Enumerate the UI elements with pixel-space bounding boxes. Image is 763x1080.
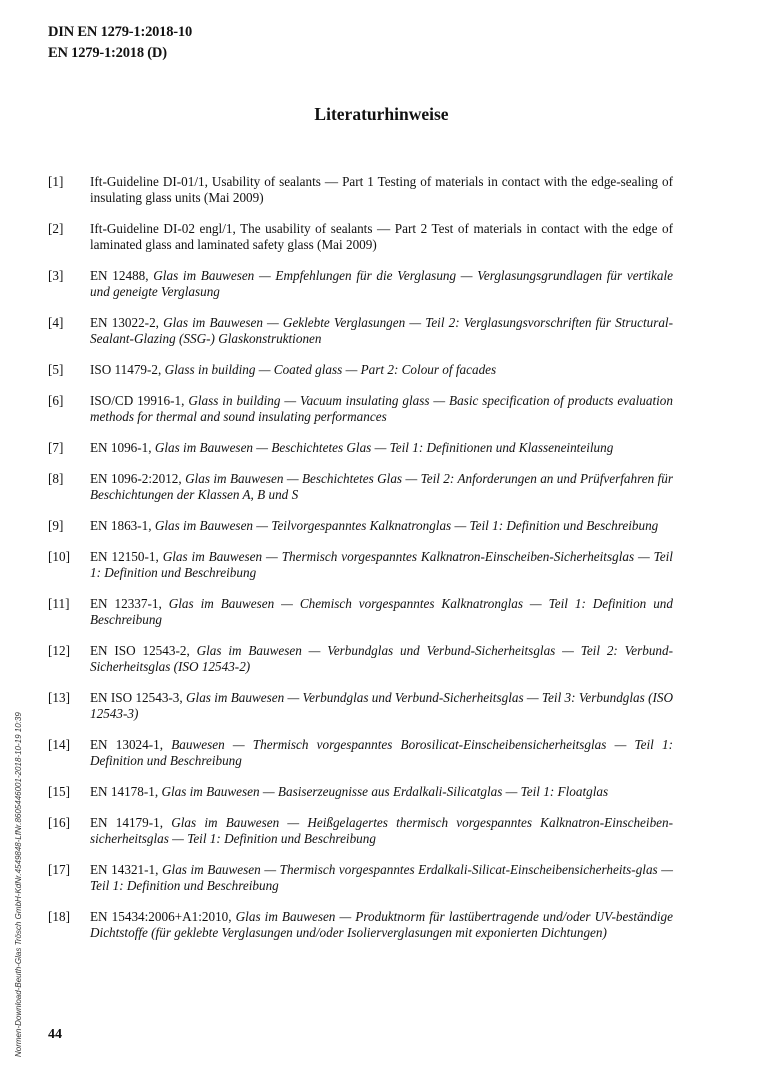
- page-title: Literaturhinweise: [314, 104, 449, 124]
- reference-text: [90, 471, 673, 503]
- reference-title: Glas im Bauwesen — Chemisch vorgespanntes Kalknatronglas — Teil 1: Definition und Beschreibung: [90, 596, 673, 627]
- reference-title: Glas im Bauwesen — Verbundglas und Verbund-Sicherheitsglas — Teil 3: Verbundglas (ISO 12543-3): [90, 690, 673, 721]
- reference-text: [90, 862, 673, 894]
- reference-item: [48, 737, 673, 769]
- reference-title: Glas im Bauwesen — Teilvorgespanntes Kalknatronglas — Teil 1: Definition und Beschreibung: [154, 518, 659, 533]
- reference-item: [48, 690, 673, 722]
- reference-code: ISO/CD 19916-1,: [90, 393, 189, 408]
- reference-number: [5]: [48, 362, 64, 377]
- reference-code: ISO 11479-2,: [90, 362, 165, 377]
- reference-item: [48, 909, 673, 941]
- reference-item: [48, 440, 673, 456]
- reference-number: [4]: [48, 315, 64, 330]
- reference-text: [90, 221, 673, 253]
- reference-title: Bauwesen — Thermisch vorgespanntes Borosilicat-Einscheibensicherheitsglas — Teil 1: Definition und Beschreibung: [90, 737, 673, 768]
- reference-number: [7]: [48, 440, 64, 455]
- reference-title: Glass in building — Coated glass — Part 2: Colour of facades: [164, 362, 497, 377]
- download-watermark: Normen-Download-Beuth-Glas Trösch GmbH-KdNr.4549848-LfNr.8605446001-2018-10-19 10:39: [14, 712, 23, 1057]
- reference-code: Ift-Guideline DI-02 engl/1, The usability of sealants — Part 2 Test of materials in contact with the edge of laminated glass and laminated safety glass (Mai 2009): [90, 221, 673, 252]
- reference-item: [48, 784, 673, 800]
- reference-code: EN 14179-1,: [90, 815, 172, 830]
- reference-number: [13]: [48, 690, 70, 705]
- reference-code: EN 13024-1,: [90, 737, 172, 752]
- reference-text: [90, 690, 673, 722]
- reference-number: [3]: [48, 268, 64, 283]
- reference-code: EN ISO 12543-3,: [90, 690, 187, 705]
- reference-code: Ift-Guideline DI-01/1, Usability of sealants — Part 1 Testing of materials in contact with the edge-sealing of insulating glass units (Mai 2009): [90, 174, 673, 205]
- reference-item: [48, 471, 673, 503]
- reference-code: EN 13022-2,: [90, 315, 164, 330]
- reference-number: [15]: [48, 784, 70, 799]
- reference-item: [48, 174, 673, 206]
- reference-number: [11]: [48, 596, 70, 611]
- reference-title: Glas im Bauwesen — Produktnorm für lastübertragende und/oder UV-beständige Dichtstoffe (für geklebte Verglasungen und/oder Isolierverglasungen mit exponierten Dichtungen): [90, 909, 673, 940]
- reference-code: EN 15434:2006+A1:2010,: [90, 909, 236, 924]
- reference-code: EN 12337-1,: [90, 596, 169, 611]
- reference-item: [48, 362, 673, 378]
- reference-text: [90, 440, 673, 456]
- reference-number: [14]: [48, 737, 70, 752]
- reference-item: [48, 393, 673, 425]
- reference-item: [48, 815, 673, 847]
- reference-number: [16]: [48, 815, 70, 830]
- standard-id-din: DIN EN 1279-1:2018-10: [48, 24, 193, 40]
- reference-code: EN 12488,: [90, 268, 154, 283]
- reference-code: EN 1096-1,: [90, 440, 155, 455]
- reference-title: Glas im Bauwesen — Thermisch vorgespanntes Kalknatron-Einscheiben-Sicherheitsglas — Teil 1: Definition und Beschreibung: [90, 549, 673, 580]
- reference-code: EN 12150-1,: [90, 549, 163, 564]
- reference-item: [48, 862, 673, 894]
- document-header: [48, 22, 192, 64]
- reference-list: [48, 174, 673, 956]
- reference-number: [2]: [48, 221, 64, 236]
- reference-code: EN 14178-1,: [90, 784, 162, 799]
- reference-number: [9]: [48, 518, 64, 533]
- reference-text: [90, 362, 673, 378]
- reference-text: [90, 549, 673, 581]
- reference-item: [48, 549, 673, 581]
- reference-text: [90, 174, 673, 206]
- reference-text: [90, 268, 673, 300]
- reference-title: Glas im Bauwesen — Heißgelagertes thermisch vorgespanntes Kalknatron-Einscheiben-sicherheitsglas — Teil 1: Definition und Beschreibung: [90, 815, 673, 846]
- reference-text: [90, 737, 673, 769]
- reference-text: [90, 518, 673, 534]
- reference-number: [10]: [48, 549, 70, 564]
- reference-number: [18]: [48, 909, 70, 924]
- reference-text: [90, 643, 673, 675]
- reference-item: [48, 643, 673, 675]
- reference-title: Glas im Bauwesen — Beschichtetes Glas — Teil 2: Anforderungen an und Prüfverfahren für Beschichtungen der Klassen A, B und S: [90, 471, 673, 502]
- reference-title: Glas im Bauwesen — Verbundglas und Verbund-Sicherheitsglas — Teil 2: Verbund-Sicherheitsglas (ISO 12543-2): [90, 643, 673, 674]
- reference-item: [48, 596, 673, 628]
- reference-text: [90, 909, 673, 941]
- standard-id-en: EN 1279-1:2018 (D): [48, 45, 167, 61]
- reference-title: Glas im Bauwesen — Thermisch vorgespanntes Erdalkali-Silicat-Einscheibensicherheits-glas — Teil 1: Definition und Beschreibung: [90, 862, 673, 893]
- reference-number: [12]: [48, 643, 70, 658]
- reference-code: EN 1096-2:2012,: [90, 471, 186, 486]
- reference-item: [48, 315, 673, 347]
- reference-number: [17]: [48, 862, 70, 877]
- reference-title: Glass in building — Vacuum insulating glass — Basic specification of products evaluation methods for thermal and sound insulating performances: [90, 393, 673, 424]
- reference-text: [90, 315, 673, 347]
- reference-number: [8]: [48, 471, 64, 486]
- reference-code: EN ISO 12543-2,: [90, 643, 197, 658]
- reference-text: [90, 393, 673, 425]
- reference-text: [90, 815, 673, 847]
- reference-title: Glas im Bauwesen — Beschichtetes Glas — Teil 1: Definitionen und Klasseneinteilung: [154, 440, 614, 455]
- reference-title: Glas im Bauwesen — Geklebte Verglasungen — Teil 2: Verglasungsvorschriften für Structural-Sealant-Glazing (SSG-) Glaskonstruktionen: [90, 315, 673, 346]
- page-number: 44: [48, 1027, 62, 1042]
- reference-number: [1]: [48, 174, 64, 189]
- reference-code: EN 1863-1,: [90, 518, 155, 533]
- reference-code: EN 14321-1,: [90, 862, 162, 877]
- reference-item: [48, 518, 673, 534]
- reference-item: [48, 268, 673, 300]
- reference-text: [90, 596, 673, 628]
- reference-title: Glas im Bauwesen — Empfehlungen für die Verglasung — Verglasungsgrundlagen für vertikale und geneigte Verglasung: [90, 268, 673, 299]
- reference-item: [48, 221, 673, 253]
- reference-title: Glas im Bauwesen — Basiserzeugnisse aus Erdalkali-Silicatglas — Teil 1: Floatglas: [161, 784, 609, 799]
- reference-number: [6]: [48, 393, 64, 408]
- reference-text: [90, 784, 673, 800]
